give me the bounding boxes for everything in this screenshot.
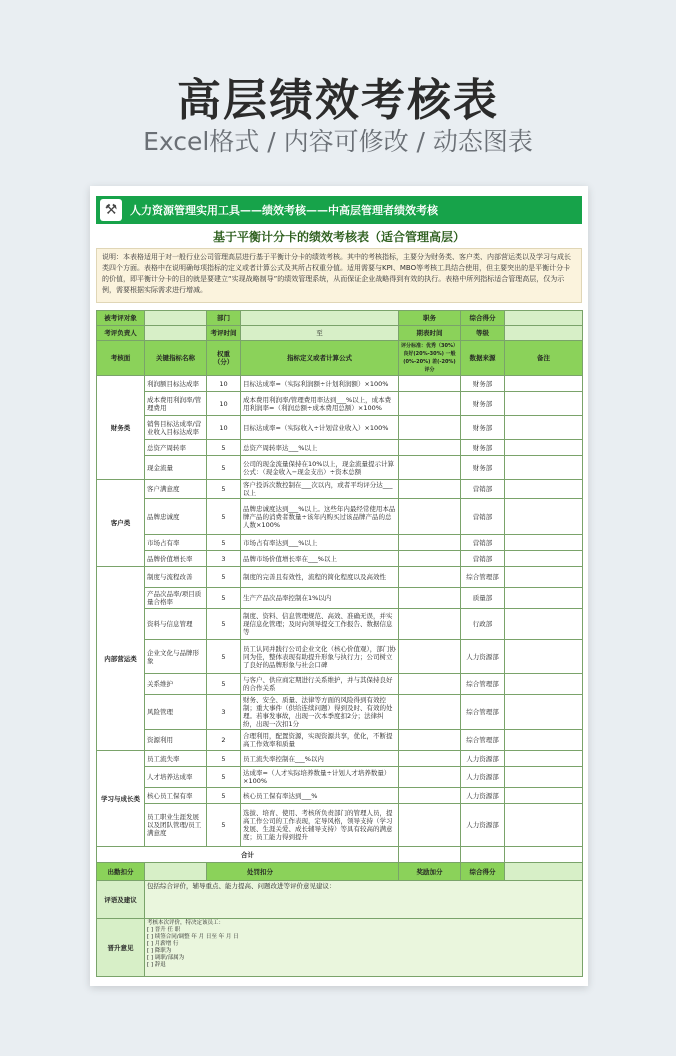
evaluatee-label: 被考评对象	[97, 311, 145, 326]
table-row	[97, 751, 583, 767]
kpi-remark[interactable]	[505, 788, 583, 804]
kpi-remark[interactable]	[505, 440, 583, 456]
page-subtitle: Excel格式 / 内容可修改 / 动态图表	[143, 127, 533, 156]
kpi-name: 核心员工保有率	[145, 788, 207, 804]
total-row	[97, 847, 583, 863]
category-cell: 内部营运类	[97, 567, 145, 751]
kpi-remark[interactable]	[505, 376, 583, 392]
kpi-name: 关系维护	[145, 674, 207, 695]
col-scoring-text: 评分标准：优秀（30%）良好(20%-30%) 一般(0%-20%) 差(-20%)	[401, 343, 458, 365]
kpi-weight: 5	[207, 567, 241, 588]
kpi-name: 人才培养达成率	[145, 767, 207, 788]
kpi-name: 员工职业生涯发展以及团队管理/员工满意度	[145, 804, 207, 847]
kpi-definition: 员工流失率控制在___%以内	[241, 751, 399, 767]
col-scoring	[399, 341, 461, 376]
table-row	[97, 804, 583, 847]
kpi-weight: 3	[207, 551, 241, 567]
promotion-line: [ ] 辞退	[147, 962, 166, 968]
kpi-source: 营销部	[461, 551, 505, 567]
kpi-remark[interactable]	[505, 695, 583, 730]
kpi-source: 财务部	[461, 376, 505, 392]
kpi-definition: 财务、安全、质量、法律等方面的风险得到有效控制；重大事件（供给连续问题）得到及时、有效的处理。若事发事故，出现一次本季度扣2分；法律纠纷，出现一次扣1分	[241, 695, 399, 730]
kpi-score[interactable]	[399, 456, 461, 480]
wrench-icon: ⚒	[100, 199, 122, 221]
kpi-source: 人力资源部	[461, 804, 505, 847]
kpi-source: 质量部	[461, 588, 505, 609]
table-row	[97, 456, 583, 480]
category-cell: 财务类	[97, 376, 145, 480]
promotion-line: [ ] 调职/部属为	[147, 955, 185, 961]
comment-row	[97, 881, 583, 919]
kpi-name: 资源利用	[145, 730, 207, 751]
kpi-score[interactable]	[399, 440, 461, 456]
kpi-source: 人力资源部	[461, 788, 505, 804]
kpi-source: 行政部	[461, 609, 505, 640]
total-score-label: 综合得分	[461, 311, 505, 326]
intro-note: 说明：本表格适用于对一般行业公司管理高层进行基于平衡计分卡的绩效考核。其中的考核指标，主要分为财务类、客户类、内部营运类以及学习与成长类四个方面。表格中在说明确每项指标的定义或者计算公式及其所占权重分值。适用需要与KPI、MBO等考核工具结合使用，但主要突出的是平衡计分卡的价值，即平衡计分卡的目的就是要建立“实现战略制导”的绩效管理系统，从而保证企业战略得到有效的执行。表格中所列指标适合管理高层，仅为示例，需要根据实际需求进行增减。	[96, 248, 582, 303]
table-row	[97, 588, 583, 609]
kpi-score[interactable]	[399, 551, 461, 567]
kpi-score[interactable]	[399, 588, 461, 609]
kpi-weight: 5	[207, 535, 241, 551]
kpi-weight: 5	[207, 456, 241, 480]
kpi-name: 产品次品率/项目质量合格率	[145, 588, 207, 609]
banner-text: 人力资源管理实用工具——绩效考核——中高层管理者绩效考核	[130, 204, 438, 217]
total-label: 合计	[97, 847, 399, 863]
total-remark	[505, 847, 583, 863]
kpi-remark[interactable]	[505, 609, 583, 640]
kpi-definition: 品牌忠诚度达到___%以上。这些年内最经常使用本品牌产品的消费者数量÷该年内购买过该品牌产品的总人数×100%	[241, 499, 399, 535]
kpi-name: 利润额目标达成率	[145, 376, 207, 392]
kpi-score[interactable]	[399, 392, 461, 416]
table-row	[97, 730, 583, 751]
col-definition: 指标定义或者计算公式	[241, 341, 399, 376]
comment-label: 评语及建议	[97, 881, 145, 919]
kpi-source: 财务部	[461, 440, 505, 456]
kpi-score[interactable]	[399, 730, 461, 751]
kpi-score[interactable]	[399, 767, 461, 788]
kpi-definition: 选拔、培育、使用、考核所负责部门的管理人员，提高工作公司的工作表现，定导风格，领导支持（学习发展、生涯关爱、成长辅导支持）等具有较高的满意度；员工能力得到提升	[241, 804, 399, 847]
kpi-definition: 生产产品次品率控制在1%以内	[241, 588, 399, 609]
evaluatee-value[interactable]	[145, 311, 207, 326]
kpi-remark[interactable]	[505, 499, 583, 535]
table-row	[97, 480, 583, 499]
kpi-weight: 5	[207, 804, 241, 847]
kpi-definition: 达成率=（人才实际培养数量÷计划人才培养数量）×100%	[241, 767, 399, 788]
kpi-score[interactable]	[399, 751, 461, 767]
grade-label: 等级	[461, 326, 505, 341]
total-score-value[interactable]	[505, 311, 583, 326]
kpi-score[interactable]	[399, 695, 461, 730]
kpi-definition: 目标达成率=（实际利润额÷计划利润额）×100%	[241, 376, 399, 392]
spreadsheet-preview	[90, 186, 588, 986]
grade-value[interactable]	[505, 326, 583, 341]
kpi-name: 客户满意度	[145, 480, 207, 499]
kpi-source: 人力资源部	[461, 751, 505, 767]
kpi-score[interactable]	[399, 609, 461, 640]
table-row	[97, 674, 583, 695]
kpi-score[interactable]	[399, 788, 461, 804]
col-weight: 权重（分）	[207, 341, 241, 376]
kpi-score[interactable]	[399, 674, 461, 695]
kpi-score[interactable]	[399, 416, 461, 440]
comment-text[interactable]: 包括综合评价，辅导重点、能力提高、问题改进等评价意见建议：	[145, 881, 583, 919]
kpi-score[interactable]	[399, 535, 461, 551]
table-row	[97, 640, 583, 674]
kpi-remark[interactable]	[505, 551, 583, 567]
table-row	[97, 392, 583, 416]
kpi-source: 综合管理部	[461, 695, 505, 730]
kpi-remark[interactable]	[505, 416, 583, 440]
kpi-weight: 2	[207, 730, 241, 751]
kpi-score[interactable]	[399, 376, 461, 392]
kpi-definition: 制度的完善且有效性，流程的简化程度以及高效性	[241, 567, 399, 588]
kpi-name: 风险管理	[145, 695, 207, 730]
kpi-score[interactable]	[399, 804, 461, 847]
bottom-score-row	[97, 863, 583, 881]
promotion-line: [ ] 降职为	[147, 948, 172, 954]
kpi-remark[interactable]	[505, 392, 583, 416]
kpi-remark[interactable]	[505, 804, 583, 847]
period-to: 至	[241, 326, 399, 341]
kpi-name: 现金流量	[145, 456, 207, 480]
kpi-definition: 总资产周转率达___%以上	[241, 440, 399, 456]
evaluator-label: 考评负责人	[97, 326, 145, 341]
kpi-source: 营销部	[461, 499, 505, 535]
kpi-definition: 成本费用利润率/管理费用率达到___%以上，成本费用利润率=（利润总额÷成本费用总额）×100%	[241, 392, 399, 416]
kpi-score[interactable]	[399, 640, 461, 674]
dept-value[interactable]	[241, 311, 399, 326]
table-row	[97, 767, 583, 788]
kpi-definition: 与客户、供应商定期进行关系维护，并与其保持良好的合作关系	[241, 674, 399, 695]
kpi-definition: 客户投诉次数控制在___次以内，或者平均评分达___以上	[241, 480, 399, 499]
extra-label: 处罚扣分	[207, 863, 399, 881]
kpi-definition: 目标达成率=（实际收入÷计划营业收入）×100%	[241, 416, 399, 440]
kpi-remark[interactable]	[505, 751, 583, 767]
evaluator-value[interactable]	[145, 326, 207, 341]
kpi-name: 企业文化与品牌形象	[145, 640, 207, 674]
kpi-source: 综合管理部	[461, 730, 505, 751]
kpi-name: 成本费用利润率/管理费用	[145, 392, 207, 416]
kpi-definition: 员工认同并践行公司企业文化（核心价值观），部门协同为佳，整体表现有助提升形象与执行力；公司树立了良好的品牌形象与社会口碑	[241, 640, 399, 674]
kpi-name: 品牌忠诚度	[145, 499, 207, 535]
kpi-weight: 5	[207, 480, 241, 499]
kpi-weight: 5	[207, 609, 241, 640]
kpi-weight: 5	[207, 751, 241, 767]
kpi-source: 财务部	[461, 416, 505, 440]
kpi-definition: 制度、资料、信息管理规范、高效、准确无误，并实现信息化管理；及时向领导提交工作报告、数据信息等	[241, 609, 399, 640]
col-dimension: 考核面	[97, 341, 145, 376]
col-remark: 备注	[505, 341, 583, 376]
kpi-name: 销售目标达成率/营业收入目标达成率	[145, 416, 207, 440]
kpi-remark[interactable]	[505, 480, 583, 499]
promotion-line: 考核本次评价，特决定该员工：	[147, 920, 225, 926]
col-score: 评分	[424, 367, 435, 373]
kpi-weight: 10	[207, 376, 241, 392]
kpi-source: 营销部	[461, 535, 505, 551]
kpi-weight: 5	[207, 499, 241, 535]
kpi-name: 员工流失率	[145, 751, 207, 767]
kpi-weight: 5	[207, 588, 241, 609]
col-kpi: 关键指标名称	[145, 341, 207, 376]
kpi-source: 人力资源部	[461, 640, 505, 674]
kpi-remark[interactable]	[505, 640, 583, 674]
kpi-score[interactable]	[399, 567, 461, 588]
promotion-text[interactable]	[145, 919, 583, 977]
overall-label: 综合得分	[461, 863, 505, 881]
bonus-label: 奖励加分	[399, 863, 461, 881]
promotion-line: [ ] 续签合同/调整 年 月 日至 年 月 日	[147, 934, 239, 940]
kpi-name: 资料与信息管理	[145, 609, 207, 640]
table-row	[97, 788, 583, 804]
kpi-remark[interactable]	[505, 674, 583, 695]
table-row	[97, 567, 583, 588]
table-row	[97, 440, 583, 456]
promotion-line: [ ] 晋升 任 职	[147, 927, 181, 933]
kpi-remark[interactable]	[505, 567, 583, 588]
kpi-remark[interactable]	[505, 767, 583, 788]
kpi-name: 总资产周转率	[145, 440, 207, 456]
tool-banner	[96, 196, 582, 224]
kpi-remark[interactable]	[505, 535, 583, 551]
kpi-definition: 市场占有率达到___%以上	[241, 535, 399, 551]
table-row	[97, 416, 583, 440]
table-row	[97, 551, 583, 567]
col-source: 数据来源	[461, 341, 505, 376]
kpi-definition: 品牌市场价值增长率在___%以上	[241, 551, 399, 567]
position-label: 职务	[399, 311, 461, 326]
page-title: 高层绩效考核表	[177, 75, 499, 126]
kpi-source: 财务部	[461, 456, 505, 480]
category-cell: 客户类	[97, 480, 145, 567]
kpi-source: 营销部	[461, 480, 505, 499]
kpi-weight: 3	[207, 695, 241, 730]
period-label: 考评时间	[207, 326, 241, 341]
promotion-line: [ ] 月薪增 行	[147, 941, 179, 947]
promotion-label: 晋升意见	[97, 919, 145, 977]
document-title: 基于平衡计分卡的绩效考核表（适合管理高层）	[212, 230, 465, 244]
kpi-weight: 5	[207, 640, 241, 674]
promotion-row	[97, 919, 583, 977]
total-source	[461, 847, 505, 863]
table-row	[97, 695, 583, 730]
kpi-weight: 5	[207, 674, 241, 695]
kpi-name: 制度与流程改善	[145, 567, 207, 588]
kpi-weight: 10	[207, 416, 241, 440]
kpi-source: 财务部	[461, 392, 505, 416]
kpi-name: 品牌价值增长率	[145, 551, 207, 567]
evaluation-table	[96, 310, 583, 977]
kpi-definition: 公司的现金流量保持在10%以上，现金流量提示计算公式：（现金收入−现金支出）÷资本总额	[241, 456, 399, 480]
kpi-source: 人力资源部	[461, 767, 505, 788]
kpi-weight: 10	[207, 392, 241, 416]
kpi-score[interactable]	[399, 480, 461, 499]
penalty-value[interactable]	[145, 863, 207, 881]
kpi-remark[interactable]	[505, 588, 583, 609]
kpi-weight: 5	[207, 767, 241, 788]
penalty-label: 出勤扣分	[97, 863, 145, 881]
kpi-definition: 合理利用，配置资源，实现资源共享，优化，不断提高工作效率和质量	[241, 730, 399, 751]
kpi-definition: 核心员工保有率达到___%	[241, 788, 399, 804]
kpi-remark[interactable]	[505, 456, 583, 480]
kpi-weight: 5	[207, 440, 241, 456]
dept-label: 部门	[207, 311, 241, 326]
kpi-score[interactable]	[399, 499, 461, 535]
table-row	[97, 609, 583, 640]
report-time-label: 期表时间	[399, 326, 461, 341]
kpi-remark[interactable]	[505, 730, 583, 751]
kpi-source: 综合管理部	[461, 567, 505, 588]
table-row	[97, 535, 583, 551]
kpi-weight: 5	[207, 788, 241, 804]
category-cell: 学习与成长类	[97, 751, 145, 847]
table-row	[97, 499, 583, 535]
total-score[interactable]	[399, 847, 461, 863]
overall-value[interactable]	[505, 863, 583, 881]
kpi-source: 综合管理部	[461, 674, 505, 695]
kpi-name: 市场占有率	[145, 535, 207, 551]
table-row	[97, 376, 583, 392]
